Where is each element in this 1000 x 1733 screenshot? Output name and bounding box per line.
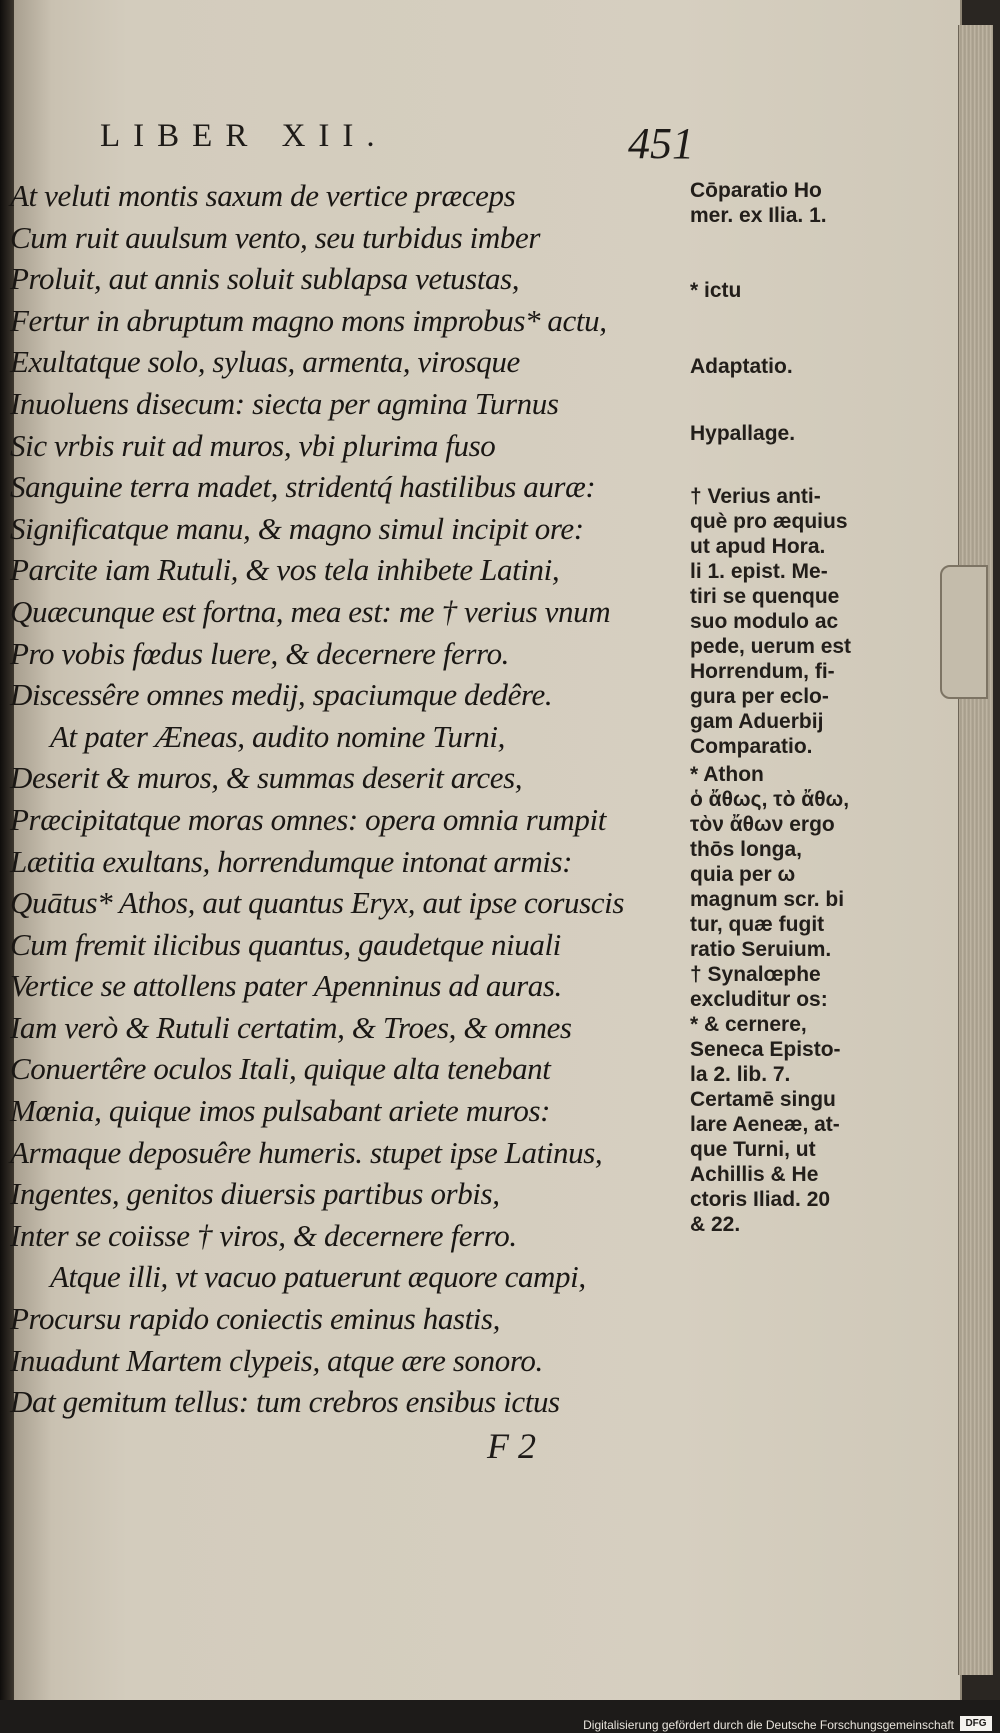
margin-note-line: thōs longa, xyxy=(690,838,802,861)
verse-line: Parcite iam Rutuli, & vos tela inhibete Latini, xyxy=(10,552,560,588)
margin-note-line: † Synalœphe xyxy=(690,963,821,986)
margin-note-line: excluditur os: xyxy=(690,988,828,1011)
margin-note-line: Cōparatio Ho xyxy=(690,179,822,202)
margin-note-line: * & cernere, xyxy=(690,1013,807,1036)
verse-line: Procursu rapido coniectis eminus hastis, xyxy=(10,1301,501,1337)
verse-line: Sanguine terra madet, stridentq́ hastilibus auræ: xyxy=(10,469,596,505)
verse-line: Pro vobis fœdus luere, & decernere ferro. xyxy=(10,635,510,671)
verse-line: Cum fremit ilicibus quantus, gaudetque niuali xyxy=(10,926,561,962)
verse-line: Inter se coiisse † viros, & decernere ferro. xyxy=(10,1217,517,1253)
verse-line: Fertur in abruptum magno mons improbus* actu, xyxy=(10,302,607,338)
margin-note-line: tur, quæ fugit xyxy=(690,913,825,936)
verse-line: At veluti montis saxum de vertice præceps xyxy=(10,178,516,213)
verse-line: Lætitia exultans, horrendumque intonat armis: xyxy=(10,843,573,879)
verse-line: Conuertêre oculos Itali, quique alta tenebant xyxy=(10,1051,551,1087)
dfg-logo: DFG xyxy=(960,1716,992,1731)
margin-note xyxy=(690,421,795,446)
margin-note-line: * Athon xyxy=(690,763,764,786)
verse-line: Significatque manu, & magno simul incipit ore: xyxy=(10,510,584,546)
verse-line: At pater Æneas, audito nomine Turni, xyxy=(50,718,505,754)
margin-note-line: la 2. lib. 7. xyxy=(690,1063,791,1086)
margin-note xyxy=(690,178,827,228)
margin-note-line: & 22. xyxy=(690,1213,741,1236)
catchword-signature: F 2 xyxy=(487,1426,536,1466)
margin-note-line: ctoris Iliad. 20 xyxy=(690,1188,831,1211)
margin-note-line: tiri se quenque xyxy=(690,585,840,608)
verse-line: Inuadunt Martem clypeis, atque ære sonoro. xyxy=(10,1342,543,1378)
margin-note-line: gura per eclo- xyxy=(690,685,829,708)
margin-note-line: que Turni, ut xyxy=(690,1138,816,1161)
verse-line: Sic vrbis ruit ad muros, vbi plurima fuso xyxy=(10,427,496,463)
margin-note-line: gam Aduerbij xyxy=(690,710,824,733)
page-clip xyxy=(940,565,988,699)
margin-note-line: Adaptatio. xyxy=(690,355,793,378)
margin-note-line: li 1. epist. Me- xyxy=(690,560,828,583)
margin-note-line: pede, uerum est xyxy=(690,635,852,658)
verse-line: Inuoluens disecum: siecta per agmina Turnus xyxy=(10,385,559,421)
margin-note-line: mer. ex Ilia. 1. xyxy=(690,204,827,227)
margin-note-line: ὁ ἄθως, τὸ ἄθω, xyxy=(690,788,850,811)
page-number: 451 xyxy=(628,119,694,168)
margin-note xyxy=(690,354,793,379)
verse-line: Quātus* Athos, aut quantus Eryx, aut ipse coruscis xyxy=(10,885,625,921)
margin-note-line: Achillis & He xyxy=(690,1163,819,1186)
margin-note-line: lare Aeneæ, at- xyxy=(690,1113,840,1136)
verse-line: Præcipitatque moras omnes: opera omnia rumpit xyxy=(10,801,606,837)
page-edges xyxy=(958,25,993,1675)
verse-line: Discessêre omnes medij, spaciumque dedêre. xyxy=(10,677,553,713)
margin-note-line: Hypallage. xyxy=(690,422,796,445)
verse-text xyxy=(10,175,682,1423)
margin-note-line: magnum scr. bi xyxy=(690,888,845,911)
margin-note-line: τὸν ἄθων ergo xyxy=(690,813,835,836)
margin-note-line: ut apud Hora. xyxy=(690,535,826,558)
verse-line: Mœnia, quique imos pulsabant ariete muros: xyxy=(10,1093,551,1129)
verse-line: Iam verò & Rutuli certatim, & Troes, & omnes xyxy=(10,1009,572,1045)
margin-note-line: Comparatio. xyxy=(690,735,813,758)
margin-note-line: Horrendum, fi- xyxy=(690,660,835,683)
margin-note xyxy=(690,278,741,303)
verse-line: Atque illi, vt vacuo patuerunt æquore campi, xyxy=(50,1259,586,1295)
verse-line: Cum ruit auulsum vento, seu turbidus imber xyxy=(10,219,540,255)
verse-line: Ingentes, genitos diuersis partibus orbis, xyxy=(10,1176,500,1212)
margin-note-line: quia per ω xyxy=(690,863,796,886)
running-head: LIBER XII. xyxy=(100,118,388,154)
margin-note-line: què pro æquius xyxy=(690,510,848,533)
verse-line: Quæcunque est fortna, mea est: me † verius vnum xyxy=(10,593,611,629)
margin-note-line: * ictu xyxy=(690,279,742,302)
margin-note-line: ratio Seruium. xyxy=(690,938,832,961)
margin-note-line: Seneca Episto- xyxy=(690,1038,841,1061)
verse-line: Armaque deposuêre humeris. stupet ipse Latinus, xyxy=(10,1134,603,1170)
margin-note-line: Certamē singu xyxy=(690,1088,836,1111)
verse-line: Exultatque solo, syluas, armenta, virosque xyxy=(10,344,520,380)
margin-note-line: suo modulo ac xyxy=(690,610,839,633)
verse-line: Dat gemitum tellus: tum crebros ensibus ictus xyxy=(10,1384,560,1420)
verse-line: Vertice se attollens pater Apenninus ad auras. xyxy=(10,968,562,1004)
margin-note xyxy=(690,762,849,1237)
margin-note-line: † Verius anti- xyxy=(690,485,821,508)
footer-credit: Digitalisierung gefördert durch die Deutsche Forschungsgemeinschaft xyxy=(583,1718,954,1732)
verse-line: Deserit & muros, & summas deserit arces, xyxy=(10,760,523,796)
margin-note xyxy=(690,484,851,759)
verse-line: Proluit, aut annis soluit sublapsa vetustas, xyxy=(10,261,520,297)
